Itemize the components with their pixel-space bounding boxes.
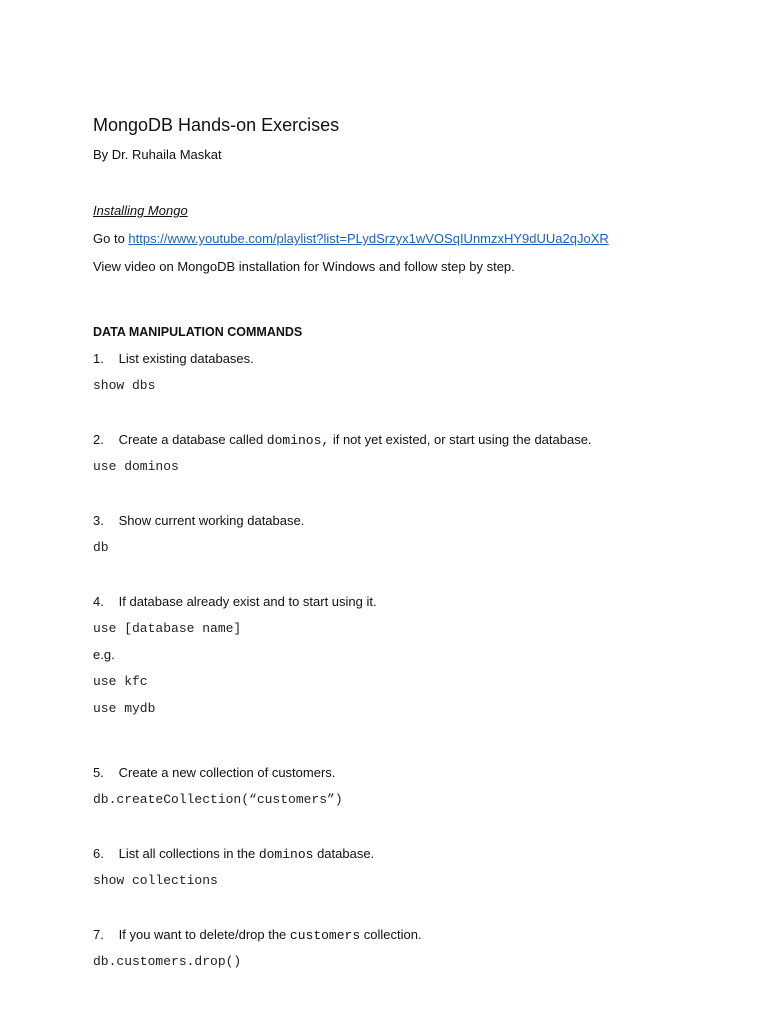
step-2 [93, 432, 592, 449]
code-line: show dbs [93, 378, 156, 393]
go-to-label: Go to [93, 231, 125, 246]
code-example: use mydb [93, 701, 156, 716]
section-heading: DATA MANIPULATION COMMANDS [93, 325, 303, 339]
code-example: use kfc [93, 674, 148, 689]
step-4 [93, 594, 377, 610]
install-heading: Installing Mongo [93, 203, 188, 218]
inline-code: customers [289, 928, 361, 943]
step-text: If you want to delete/drop the [118, 927, 287, 942]
install-instructions: View video on MongoDB installation for Windows and follow step by step. [93, 259, 515, 274]
youtube-playlist-link[interactable]: https://www.youtube.com/playlist?list=PLydSrzyx1wVOSqIUnmzxHY9dUUa2qJoXR [128, 231, 609, 246]
code-line: db.createCollection(“customers”) [93, 792, 343, 807]
code-line: db.customers.drop() [93, 954, 242, 969]
step-text: List all collections in the [118, 846, 256, 861]
eg-label: e.g. [93, 647, 115, 662]
inline-code: dominos [258, 847, 314, 862]
step-number: 5. [93, 765, 104, 780]
step-text: Create a new collection of customers. [118, 765, 336, 780]
step-number: 3. [93, 513, 104, 528]
step-1 [93, 351, 254, 367]
code-line: use [database name] [93, 621, 242, 636]
step-number: 6. [93, 846, 104, 861]
step-number: 4. [93, 594, 104, 609]
step-3 [93, 513, 304, 529]
step-number: 2. [93, 432, 104, 447]
step-text: List existing databases. [118, 351, 254, 366]
code-line: use dominos [93, 459, 179, 474]
step-5 [93, 765, 335, 781]
code-line: show collections [93, 873, 218, 888]
step-number: 1. [93, 351, 104, 366]
author-line: By Dr. Ruhaila Maskat [93, 147, 222, 162]
step-text: Show current working database. [118, 513, 305, 528]
page-title: MongoDB Hands-on Exercises [93, 115, 340, 135]
step-number: 7. [93, 927, 104, 942]
step-text-after: if not yet existed, or start using the database. [332, 432, 592, 447]
step-text: If database already exist and to start using it. [118, 594, 377, 609]
code-line: db [93, 540, 109, 555]
install-link-line [93, 231, 609, 247]
inline-code: dominos, [266, 433, 330, 448]
step-text-after: collection. [363, 927, 422, 942]
step-6 [93, 846, 374, 863]
step-text: Create a database called [118, 432, 264, 447]
step-text-after: database. [317, 846, 375, 861]
step-7 [93, 927, 422, 944]
